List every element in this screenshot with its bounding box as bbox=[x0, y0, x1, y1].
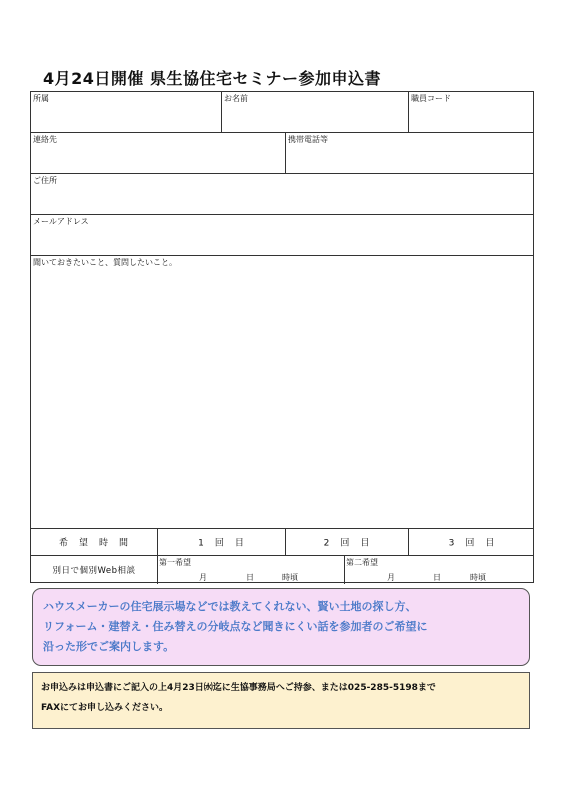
row-contact bbox=[31, 133, 533, 174]
round1-cell[interactable] bbox=[158, 529, 286, 555]
address-field[interactable] bbox=[31, 174, 533, 215]
contact-label: 連絡先 bbox=[33, 135, 57, 144]
question-label: 聞いておきたいこと、質問したいこと。 bbox=[33, 258, 177, 267]
email-field[interactable] bbox=[31, 215, 533, 256]
schedule-label-cell bbox=[31, 529, 158, 555]
round3-cell[interactable] bbox=[409, 529, 535, 555]
staff-code-label: 職員コード bbox=[411, 94, 451, 103]
name-label: お名前 bbox=[224, 94, 248, 103]
email-label: メールアドレス bbox=[33, 217, 89, 226]
web-consult-label: 別日で個別Web相談 bbox=[52, 566, 136, 576]
notice-box bbox=[32, 588, 530, 666]
form-title: 4月24日開催 県生協住宅セミナー参加申込書 bbox=[43, 69, 381, 88]
second-time-label: 時頃 bbox=[470, 573, 486, 582]
round2-label: 2 回 目 bbox=[323, 538, 371, 549]
apply-line-2: FAXにてお申し込みください。 bbox=[41, 703, 169, 713]
contact-field[interactable] bbox=[31, 133, 286, 173]
second-wish-label: 第二希望 bbox=[346, 558, 378, 567]
schedule-label: 希 望 時 間 bbox=[58, 538, 129, 549]
staff-code-field[interactable] bbox=[409, 92, 535, 132]
row-affiliation bbox=[31, 92, 533, 133]
name-field[interactable] bbox=[222, 92, 409, 132]
apply-instructions-box bbox=[32, 672, 530, 729]
row-schedule bbox=[31, 529, 533, 556]
row-web-consult bbox=[31, 556, 533, 584]
question-field[interactable] bbox=[31, 256, 533, 529]
second-wish-cell[interactable] bbox=[345, 556, 535, 584]
mobile-field[interactable] bbox=[286, 133, 535, 173]
first-wish-cell[interactable] bbox=[158, 556, 345, 584]
affiliation-field[interactable] bbox=[31, 92, 222, 132]
application-form bbox=[30, 91, 534, 583]
notice-line-2: リフォーム・建替え・住み替えの分岐点など聞きにくい話を参加者のご希望に bbox=[43, 620, 428, 633]
first-wish-label: 第一希望 bbox=[159, 558, 191, 567]
second-month-label: 月 bbox=[387, 573, 395, 582]
affiliation-label: 所属 bbox=[33, 94, 49, 103]
first-time-label: 時頃 bbox=[282, 573, 298, 582]
round2-cell[interactable] bbox=[286, 529, 409, 555]
round1-label: 1 回 目 bbox=[198, 538, 245, 549]
mobile-label: 携帯電話等 bbox=[288, 135, 328, 144]
second-day-label: 日 bbox=[433, 573, 441, 582]
round3-label: 3 回 目 bbox=[448, 538, 496, 549]
notice-line-1: ハウスメーカーの住宅展示場などでは教えてくれない、賢い土地の探し方、 bbox=[43, 600, 417, 613]
first-month-label: 月 bbox=[199, 573, 207, 582]
address-label: ご住所 bbox=[33, 176, 57, 185]
first-day-label: 日 bbox=[246, 573, 254, 582]
notice-line-3: 沿った形でご案内します。 bbox=[43, 640, 175, 653]
web-consult-label-cell bbox=[31, 556, 158, 584]
apply-line-1: お申込みは申込書にご記入の上4月23日㈬迄に生協事務局へご持参、または025-285-5198まで bbox=[41, 683, 436, 693]
